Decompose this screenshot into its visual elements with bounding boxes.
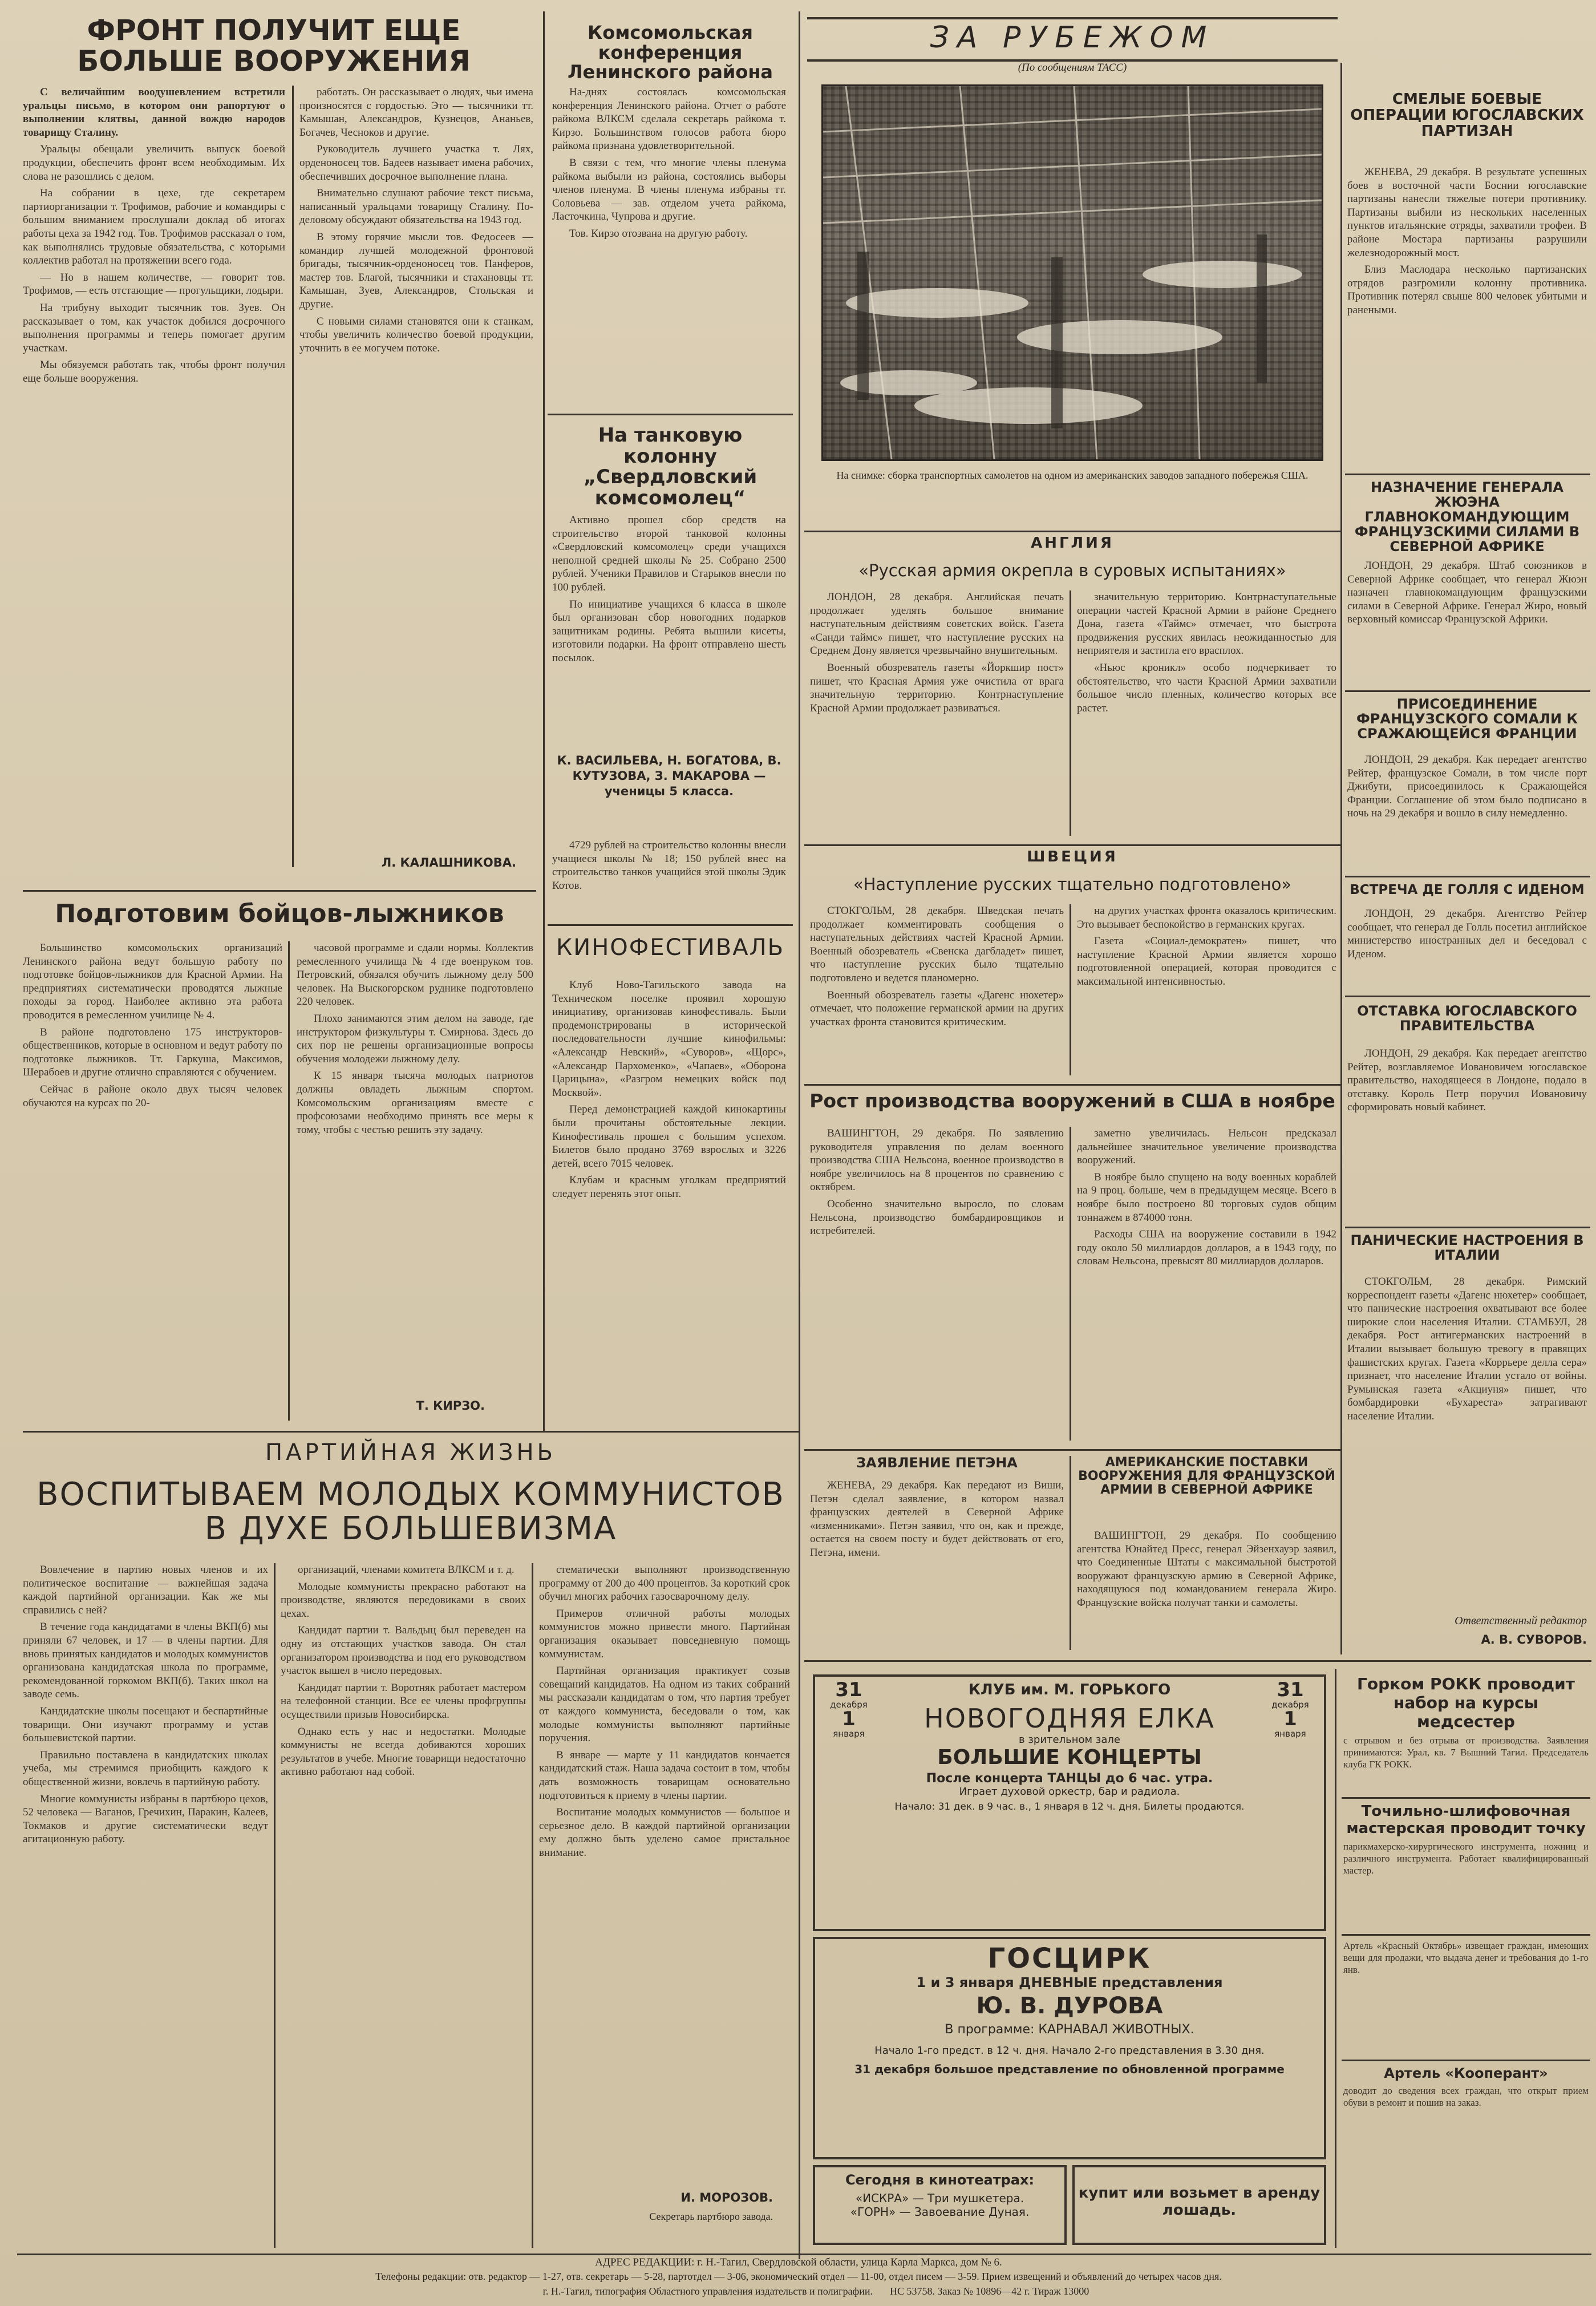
abroad-rubric: ЗА РУБЕЖОМ bbox=[930, 21, 1215, 55]
rokk-text: с отрывом и без отрыва от производства. Заявления принимаются: Урал, кв. 7 Вышний Тагил. Председатель клуба ГК РОКК. bbox=[1343, 1735, 1589, 1770]
cinema-2: «ГОРН» — Завоевание Дуная. bbox=[850, 2205, 1030, 2219]
front-paragraph: Руководитель лучшего участка т. Лях, орденоносец тов. Бадеев называет имена рабочих, обеспечивших досрочное выполнение плана. bbox=[299, 143, 533, 183]
yugo-gov-headline: ОТСТАВКА ЮГОСЛАВСКОГО ПРАВИТЕЛЬСТВА bbox=[1357, 1003, 1577, 1034]
dance-sub: Играет духовой оркестр, бар и радиола. bbox=[959, 1786, 1180, 1798]
gaulle-article bbox=[1347, 907, 1587, 993]
party-signature: И. МОРОЗОВ. bbox=[680, 2191, 773, 2204]
workshop-ad bbox=[1343, 1803, 1589, 1898]
front-paragraph: С новыми силами становятся они к станкам, чтобы увеличить количество боевой продукции, уточнить в ее могучем потоке. bbox=[299, 315, 533, 354]
circus-artist: Ю. В. ДУРОВА bbox=[976, 1993, 1163, 2019]
party-paragraph: В течение года кандидатами в члены ВКП(б) мы приняли 67 человек, и 17 — в члены партии. Для вновь принятых кандидатов и молодых коммунистов организована кандидатская школа по программе, рекомендованной горкомом ВКП(б). Таких школ на заводе семь. bbox=[23, 1621, 268, 1701]
usa-paragraph: ВАШИНГТОН, 29 декабря. По заявлению руководителя управления по делам военного производства США Нельсона, военное производство в ноябре увеличилось на 8 процентов по сравнению с октябрем. bbox=[810, 1127, 1064, 1194]
horse-ad bbox=[1072, 2165, 1326, 2245]
party-paragraph: Многие коммунисты избраны в партбюро цехов, 52 человека — Ваганов, Гречихин, Паракин, Калеев, Токмаков и другие систематически ведут агитационную работу. bbox=[23, 1793, 268, 1846]
party-paragraph: Молодые коммунисты прекрасно работают на производстве, являются передовиками в своих цехах. bbox=[281, 1580, 526, 1620]
factory-photo bbox=[821, 84, 1323, 461]
skiers-paragraph: В районе подготовлено 175 инструкторов-общественников, которые в основном и ведут работу по подготовке лыжников. Тт. Гаркуша, Максимов, Шерабоев и другие отлично справляются с обучением. bbox=[23, 1026, 282, 1079]
front-article-left bbox=[23, 86, 285, 867]
date-left-day: 31 bbox=[835, 1678, 862, 1701]
rokk-title: Горком РОКК проводит набор на курсы медсестер bbox=[1357, 1674, 1575, 1731]
england-article-left bbox=[810, 590, 1064, 836]
somali-text: ЛОНДОН, 29 декабря. Как передает агентство Рейтер, французское Сомали, в том числе порт Джибути, присоединилось к Сражающейся Франции. Соглашение об этом было подписано в ночь на 29 декабря и вошло в силу немедленно. bbox=[1347, 754, 1587, 820]
party-col-2 bbox=[281, 1563, 526, 2248]
supply-article bbox=[1077, 1529, 1336, 1650]
front-paragraph: Внимательно слушают рабочие текст письма, написанный уральцами товарищу Сталину. По-деловому обсуждают обязательства на 1943 год. bbox=[299, 187, 533, 226]
skiers-signature: Т. КИРЗО. bbox=[416, 1399, 485, 1413]
aircraft-assembly-image bbox=[823, 86, 1322, 459]
concerts: БОЛЬШИЕ КОНЦЕРТЫ bbox=[937, 1746, 1202, 1769]
italy-headline: ПАНИЧЕСКИЕ НАСТРОЕНИЯ В ИТАЛИИ bbox=[1350, 1232, 1584, 1263]
front-paragraph: Мы обязуемся работать так, чтобы фронт получил еще больше вооружения. bbox=[23, 359, 285, 385]
party-paragraph: Однако есть у нас и недостатки. Молодые коммунисты не всегда добиваются хороших результатов в учебе. Многие товарищи недостаточно активно работают над собой. bbox=[281, 1725, 526, 1778]
front-paragraph: Уральцы обещали увеличить выпуск боевой продукции, обеспечить фронт всем необходимым. Их слова не разошлись с делом. bbox=[23, 143, 285, 183]
sweden-paragraph: СТОКГОЛЬМ, 28 декабря. Шведская печать продолжает комментировать сообщения о наступательных действиях частей Красной Армии. Военный обозреватель «Свенска дагбладет» пишет, что наступление русских было тщательно подготовлено и ведется планомерно. bbox=[810, 905, 1064, 984]
usa-paragraph: заметно увеличилась. Нельсон предсказал дальнейшее значительное увеличение производства вооружений. bbox=[1077, 1127, 1336, 1167]
circus-ad bbox=[813, 1937, 1326, 2159]
usa-article-left bbox=[810, 1127, 1064, 1441]
party-paragraph: Вовлечение в партию новых членов и их политическое воспитание — важнейшая задача каждой партийной организации. Как же мы справились с ней? bbox=[23, 1564, 268, 1616]
somali-headline: ПРИСОЕДИНЕНИЕ ФРАНЦУЗСКОГО СОМАЛИ К СРАЖАЮЩЕЙСЯ ФРАНЦИИ bbox=[1356, 696, 1578, 742]
juin-text: ЛОНДОН, 29 декабря. Штаб союзников в Северной Африке сообщает, что генерал Жюэн назначен главнокомандующим французскими силами в Северной Африке. Генерал Жиро, новый верховный комиссар Французской Африки. bbox=[1347, 560, 1587, 626]
abroad-source: (По сообщениям ТАСС) bbox=[1018, 62, 1127, 74]
yugo-gov-article bbox=[1347, 1047, 1587, 1224]
date-left-month2: января bbox=[833, 1729, 865, 1739]
editor-label: Ответственный редактор bbox=[1455, 1615, 1587, 1627]
conference-paragraph: В связи с тем, что многие члены пленума райкома выбыли из района, состоялись выборы членов пленума. В члены пленума избраны тт. Соловьева — зав. отделом учета райкома, Ласточкина, Чупрова и другие. bbox=[552, 156, 786, 223]
front-article-right bbox=[299, 86, 533, 844]
circus-title: ГОСЦИРК bbox=[987, 1943, 1152, 1975]
date-left-month: декабря bbox=[830, 1699, 868, 1710]
party-col-1 bbox=[23, 1563, 268, 2248]
club-ad bbox=[813, 1674, 1326, 1931]
skiers-paragraph: Сейчас в районе около двух тысяч человек обучаются на курсах по 20- bbox=[23, 1083, 282, 1109]
rokk-ad bbox=[1343, 1674, 1589, 1789]
workshop-title: Точильно-шлифовочная мастерская проводит точку bbox=[1346, 1803, 1586, 1837]
conference-article bbox=[552, 86, 786, 405]
party-paragraph: Примеров отличной работы молодых коммунистов можно привести много. Партийная организация оказывает повседневную помощь коммунистам. bbox=[539, 1607, 790, 1660]
conference-paragraph: Тов. Кирзо отозвана на другую работу. bbox=[569, 227, 748, 240]
footer-print: г. Н.-Тагил, типография Областного управления издательств и полиграфии. bbox=[542, 2285, 873, 2297]
artel2-text: доводит до сведения всех граждан, что открыт прием обуви в ремонт и пошив на заказ. bbox=[1343, 2085, 1589, 2108]
circus-program: В программе: КАРНАВАЛ ЖИВОТНЫХ. bbox=[945, 2022, 1194, 2037]
kino-headline: КИНОФЕСТИВАЛЬ bbox=[556, 934, 785, 961]
tank-paragraph: По инициативе учащихся 6 класса в школе был организован сбор новогодних подарков защитникам родины. Ребята вышили кисеты, изготовили подарки. На фронт отправлено шесть посылок. bbox=[552, 598, 786, 664]
photo-caption: На снимке: сборка транспортных самолетов на одном из американских заводов западного побережья США. bbox=[836, 470, 1309, 481]
yugo-text: Близ Маслодара несколько партизанских отрядов разгромили колонну противника. Противник потерял свыше 800 человек убитыми и ранеными. bbox=[1347, 264, 1587, 316]
tree-sub: в зрительном зале bbox=[1019, 1734, 1120, 1746]
party-paragraph: Кандидат партии т. Воротняк работает мастером на телефонной станции. Все ее члены профгруппы осуществили призыв Новосибирска. bbox=[281, 1681, 526, 1721]
gaulle-text: ЛОНДОН, 29 декабря. Агентство Рейтер сообщает, что генерал де Голль посетил английское министерство иностранных дел и беседовал с Иденом. bbox=[1347, 908, 1587, 960]
party-paragraph: организаций, членами комитета ВЛКСМ и т. д. bbox=[298, 1564, 515, 1576]
dance: После концерта ТАНЦЫ до 6 час. утра. bbox=[926, 1771, 1213, 1786]
skiers-headline: Подготовим бойцов-лыжников bbox=[55, 899, 504, 928]
party-col-3 bbox=[539, 1563, 790, 2179]
artel-ad: Артель «Красный Октябрь» извещает граждан, имеющих вещи для продажи, что выдача денег и требования до 1-го янв. bbox=[1343, 1940, 1589, 1975]
circus-eve: 31 декабря большое представление по обновленной программе bbox=[854, 2062, 1285, 2076]
front-lead: С величайшим воодушевлением встретили уральцы письмо, в котором они рапортуют о выполнении клятвы, данной вождю народов товарищу Сталину. bbox=[23, 86, 285, 139]
circus-dates: 1 и 3 января ДНЕВНЫЕ представления bbox=[916, 1975, 1223, 1991]
tank-signature: К. ВАСИЛЬЕВА, Н. БОГАТОВА, В. КУТУЗОВА, З. МАКАРОВА — ученицы 5 класса. bbox=[557, 754, 781, 798]
footer-order: НС 53758. Заказ № 10896—42 г. Тираж 13000 bbox=[890, 2285, 1089, 2297]
date-left-day2: 1 bbox=[842, 1708, 856, 1731]
front-paragraph: — Но в нашем количестве, — говорит тов. Трофимов, — есть отстающие — прогульщики, лодыри. bbox=[23, 271, 285, 297]
skiers-paragraph: К 15 января тысяча молодых патриотов должны овладеть лыжным спортом. Комсомольским организациям вместе с профсоюзами необходимо принять все меры к тому, чтобы с честью решить эту задачу. bbox=[297, 1070, 533, 1136]
club-title: КЛУБ им. М. ГОРЬКОГО bbox=[968, 1681, 1171, 1698]
party-rubric: ПАРТИЙНАЯ ЖИЗНЬ bbox=[265, 1439, 556, 1466]
tank-paragraph: Активно прошел сбор средств на строительство второй танковой колонны «Свердловский комсомолец» среди учащихся неполной средней школы № 25. Собрано 2500 рублей. Ученики Правилов и Старыков внесли по 100 рублей. bbox=[552, 514, 786, 593]
kino-article bbox=[552, 978, 786, 1421]
somali-article bbox=[1347, 753, 1587, 873]
england-paragraph: ЛОНДОН, 28 декабря. Английская печать продолжает уделять большое внимание наступательным действиям советских войск. Газета «Санди таймс» пишет, что наступление русских на Среднем Дону является чрезвычайно внушительным. bbox=[810, 591, 1064, 657]
england-paragraph: значительную территорию. Контрнаступательные операции частей Красной Армии в районе Среднего Дона, газета «Таймс» отмечает, что быстрота продвижения русских явилась неожиданностью для неприятеля и застигла его врасплох. bbox=[1077, 591, 1336, 657]
date-right-month: декабря bbox=[1271, 1699, 1309, 1710]
petain-text: ЖЕНЕВА, 29 декабря. Как передают из Виши, Петэн сделал заявление, в котором назвал французских деятелей в Северной Африке «изменниками». Петэн заявил, что он, как и прежде, остается на своем посту и будет действовать от его, Петэна, имени. bbox=[810, 1479, 1064, 1559]
party-paragraph: В январе — марте у 11 кандидатов кончается кандидатский стаж. Наша задача состоит в том, чтобы дать возможность товарищам основательно подготовиться к приему в члены партии. bbox=[539, 1749, 790, 1802]
footer-address: АДРЕС РЕДАКЦИИ: г. Н.-Тагил, Свердловской области, улица Карла Маркса, дом № 6. bbox=[595, 2256, 1002, 2268]
artel2-title: Артель «Кооперант» bbox=[1384, 2065, 1548, 2081]
sweden-headline: «Наступление русских тщательно подготовлено» bbox=[853, 875, 1292, 894]
sweden-article-right bbox=[1077, 904, 1336, 1075]
juin-article bbox=[1347, 559, 1587, 690]
abroad-rubric-box bbox=[807, 17, 1338, 62]
party-paragraph: Кандидат партии т. Вальдыц был переведен на одну из отстающих участков завода. Он стал организатором производства и под его руководством участок вышел в число передовых. bbox=[281, 1624, 526, 1677]
skiers-paragraph: часовой программе и сдали нормы. Коллектив ремесленного училища № 4 где военруком тов. Петровский, обязался обучить лыжному делу 500 человек. На Выскогорском руднике подготовлено 220 человек. bbox=[297, 942, 533, 1008]
front-headline: ФРОНТ ПОЛУЧИТ ЕЩЕ БОЛЬШЕ ВООРУЖЕНИЯ bbox=[77, 14, 471, 78]
gaulle-headline: ВСТРЕЧА ДЕ ГОЛЛЯ С ИДЕНОМ bbox=[1350, 883, 1585, 897]
party-paragraph: Кандидатские школы посещают и беспартийные товарищи. Они изучают программу и устав большевистской партии. bbox=[23, 1705, 268, 1745]
yugo-gov-text: ЛОНДОН, 29 декабря. Как передает агентство Рейтер, возглавляемое Иовановичем югославское правительство, находящееся в Лондоне, подало в отставку. Король Петр поручил Иовановичу сформировать новый кабинет. bbox=[1347, 1047, 1587, 1114]
front-paragraph: В этому горячие мысли тов. Федосеев — командир лучшей молодежной фронтовой бригады, тысячник-орденоносец тов. Панферов, мастер тов. Благой, тысячники и стахановцы тт. Камышан, Зуев, Александров, Стольская и другие. bbox=[299, 230, 533, 310]
sweden-paragraph: на других участках фронта оказалось критическим. Это вызывает беспокойство в германских кругах. bbox=[1077, 905, 1336, 931]
skiers-left bbox=[23, 941, 282, 1421]
buy-horse: купит или возьмет в аренду лошадь. bbox=[1078, 2184, 1320, 2219]
petain-article bbox=[810, 1479, 1064, 1650]
yugo-article bbox=[1347, 165, 1587, 474]
front-paragraph: На собрании в цехе, где секретарем партиорганизации т. Трофимов, рабочие и командиры с большим вниманием прослушали доклад об итогах работы цеха за 1942 год. Тов. Трофимов рассказал о том, как выполнялись трудовые обязательства, с которыми коллектив работал на протяжении всего года. bbox=[23, 187, 285, 267]
tank-headline: На танковую колонну „Свердловский комсомолец“ bbox=[583, 424, 758, 510]
cinema-ad bbox=[813, 2165, 1067, 2245]
juin-headline: НАЗНАЧЕНИЕ ГЕНЕРАЛА ЖЮЭНА ГЛАВНОКОМАНДУЮЩИМ ФРАНЦУЗСКИМИ СИЛАМИ В СЕВЕРНОЙ АФРИКЕ bbox=[1354, 479, 1580, 555]
dance-start: Начало: 31 дек. в 9 час. в., 1 января в 12 ч. дня. Билеты продаются. bbox=[894, 1801, 1245, 1813]
tank-note-text: 4729 рублей на строительство колонны внесли учащиеся школы № 18; 150 рублей внес на строительство танков учащийся этой школы Эдик Котов. bbox=[552, 839, 786, 892]
front-paragraph: На трибуну выходит тысячник тов. Зуев. Он рассказывает о том, как участок добился досрочного выполнения программы и теперь помогает другим участкам. bbox=[23, 301, 285, 354]
tank-note bbox=[552, 839, 786, 901]
party-paragraph: стематически выполняют производственную программу от 200 до 400 процентов. За короткий срок обучил многих рабочих газосварочному делу. bbox=[539, 1564, 790, 1603]
cinema-title: Сегодня в кинотеатрах: bbox=[845, 2172, 1035, 2188]
party-signature-note: Секретарь партбюро завода. bbox=[649, 2211, 773, 2222]
yugo-text: ЖЕНЕВА, 29 декабря. В результате успешных боев в восточной части Боснии югославские партизаны нанесли тяжелые потери противнику. Партизаны выбили из нескольких населенных пунктов итальянские отряды, захватили трофеи. В районе Мостара партизаны разрушили железнодорожный мост. bbox=[1347, 166, 1587, 259]
usa-article-right bbox=[1077, 1127, 1336, 1441]
skiers-paragraph: Плохо занимаются этим делом на заводе, где инструктором физкультуры т. Смирнова. Здесь до сих пор не решены организационные вопросы обучения молодежи лыжному делу. bbox=[297, 1012, 533, 1065]
sweden-paragraph: Газета «Социал-демократен» пишет, что наступление Красной Армии является хорошо подготовленной операцией, которая проводится с максимальной интенсивностью. bbox=[1077, 935, 1336, 988]
england-paragraph: Военный обозреватель газеты «Йоркшир пост» пишет, что Красная Армия уже очистила от врага значительную территорию. Контрнаступление Красной Армии продолжает развиваться. bbox=[810, 661, 1064, 714]
italy-text: СТОКГОЛЬМ, 28 декабря. Римский корреспондент газеты «Дагенс нюхетер» сообщает, что панические настроения охватывают все более широкие слои населения Италии. СТАМБУЛ, 28 декабря. Рост антигерманских настроений в Италии вызывает большую тревогу в правящих фашистских кругах. Газета «Коррьере делла сера» признает, что население Италии устало от войны. Румынская газета «Акциуня» пишет, что бомбардировки «Бухареста» затрагивают население Италии. bbox=[1347, 1276, 1587, 1422]
supply-text: ВАШИНГТОН, 29 декабря. По сообщению агентства Юнайтед Пресс, генерал Эйзенхауэр заявил, что Соединенные Штаты с максимальной быстротой вооружают французскую армию в Северной Африке, находящуюся под командованием генерала Жиро. Французские войска получат танки и самолеты. bbox=[1077, 1530, 1336, 1609]
kino-paragraph: Клубам и красным уголкам предприятий следует перенять этот опыт. bbox=[552, 1174, 786, 1200]
usa-paragraph: Особенно значительно выросло, по словам Нельсона, производство бомбардировщиков и истребителей. bbox=[810, 1197, 1064, 1237]
party-headline: ВОСПИТЫВАЕМ МОЛОДЫХ КОММУНИСТОВ В ДУХЕ БОЛЬШЕВИЗМА bbox=[37, 1476, 785, 1548]
england-article-right bbox=[1077, 590, 1336, 836]
usa-paragraph: В ноябре было спущено на воду военных кораблей на 9 проц. больше, чем в предыдущем месяце. Всего в ноябре было построено 80 торговых судов общим тоннажем в 874000 тонн. bbox=[1077, 1171, 1336, 1224]
tank-article bbox=[552, 513, 786, 747]
sweden-paragraph: Военный обозреватель газеты «Дагенс нюхетер» отмечает, что положение германской армии на других участках фронта становится критическим. bbox=[810, 989, 1064, 1028]
usa-paragraph: Расходы США на вооружение составили в 1942 году около 50 миллиардов долларов, а в 1943 году, по словам Нельсона, превысят 80 миллиардов долларов. bbox=[1077, 1228, 1336, 1268]
skiers-paragraph: Большинство комсомольских организаций Ленинского района ведут большую работу по подготовке бойцов-лыжников для Красной Армии. На предприятиях систематически проводятся лыжные походы за город. Наиболее активно эта работа проводится в ремесленном училище № 4. bbox=[23, 942, 282, 1021]
party-paragraph: Воспитание молодых коммунистов — большое и серьезное дело. В каждой партийной организации ему должно быть уделено самое пристальное внимание. bbox=[539, 1806, 790, 1859]
yugo-headline: СМЕЛЫЕ БОЕВЫЕ ОПЕРАЦИИ ЮГОСЛАВСКИХ ПАРТИЗАН bbox=[1350, 91, 1584, 140]
footer-phones: Телефоны редакции: отв. редактор — 1-27, отв. секретарь — 5-28, партотдел — 3-06, экономический отдел — 11-00, отдел писем — 3-59. Прием извещений и объявлений до четырех часов дня. bbox=[375, 2271, 1222, 2282]
england-headline: «Русская армия окрепла в суровых испытаниях» bbox=[858, 561, 1286, 580]
italy-article bbox=[1347, 1275, 1587, 1612]
date-right-day: 31 bbox=[1277, 1678, 1304, 1701]
date-right-month2: января bbox=[1274, 1729, 1306, 1739]
workshop-text: парикмахерско-хирургического инструмента, ножниц и различного инструмента. Работает квалифицированный мастер. bbox=[1343, 1841, 1589, 1876]
skiers-right bbox=[297, 941, 533, 1386]
supply-headline: АМЕРИКАНСКИЕ ПОСТАВКИ ВООРУЖЕНИЯ ДЛЯ ФРАНЦУЗСКОЙ АРМИИ В СЕВЕРНОЙ АФРИКЕ bbox=[1078, 1455, 1335, 1497]
england-label: АНГЛИЯ bbox=[1031, 535, 1114, 552]
england-paragraph: «Ньюс кроникл» особо подчеркивает то обстоятельство, что части Красной Армии захватили большое число пленных, количество которых все растет. bbox=[1077, 661, 1336, 714]
cinema-1: «ИСКРА» — Три мушкетера. bbox=[855, 2191, 1024, 2205]
editor-name: А. В. СУВОРОВ. bbox=[1481, 1633, 1587, 1646]
new-year-tree: НОВОГОДНЯЯ ЕЛКА bbox=[924, 1703, 1215, 1734]
party-paragraph: Правильно поставлена в кандидатских школах учеба, мы стремимся приобщить каждого к общественной жизни, вовлечь в партийную работу. bbox=[23, 1749, 268, 1788]
sweden-label: ШВЕЦИЯ bbox=[1027, 848, 1118, 865]
petain-headline: ЗАЯВЛЕНИЕ ПЕТЭНА bbox=[856, 1455, 1018, 1471]
front-paragraph: работать. Он рассказывает о людях, чьи имена произносятся с гордостью. Это — тысячники тт. Камышан, Александров, Кузнецов, Ананьев, Богачев, Чесноков и другие. bbox=[299, 86, 533, 139]
date-left bbox=[823, 1680, 874, 1739]
artel2-ad bbox=[1343, 2065, 1589, 2193]
conference-headline: Комсомольская конференция Ленинского района bbox=[567, 22, 773, 83]
usa-headline: Рост производства вооружений в США в ноябре bbox=[809, 1090, 1335, 1112]
conference-paragraph: На-днях состоялась комсомольская конференция Ленинского района. Отчет о работе райкома ВЛКСМ сделала секретарь райкома т. Кирзо. Большинством голосов работа бюро райкома признана удовлетворительной. bbox=[552, 86, 786, 152]
circus-start: Начало 1-го предст. в 12 ч. дня. Начало 2-го представления в 3.30 дня. bbox=[874, 2045, 1265, 2057]
kino-paragraph: Перед демонстрацией каждой кинокартины были прочитаны обстоятельные лекции. Кинофестиваль прошел с большим успехом. Билетов было продано 3769 взрослых и 3226 детей, всего 7015 человек. bbox=[552, 1103, 786, 1170]
party-paragraph: Партийная организация практикует созыв совещаний кандидатов. На одном из таких собраний мы рассказали кандидатам о том, что партия требует от каждого коммуниста, беседовали о том, как молодые коммунисты выполняют партийные поручения. bbox=[539, 1665, 790, 1745]
sweden-article-left bbox=[810, 904, 1064, 1075]
date-right bbox=[1265, 1680, 1316, 1739]
date-right-day2: 1 bbox=[1283, 1708, 1297, 1731]
kino-paragraph: Клуб Ново-Тагильского завода на Техническом поселке проявил хорошую инициативу, организовав кинофестиваль. Были продемонстрированы в исторической последовательности лучшие кинофильмы: «Александр Невский», «Суворов», «Щорс», «Александр Пархоменко», «Чапаев», «Оборона Царицына», «Разгром немецких войск под Москвой». bbox=[552, 979, 786, 1099]
front-signature: Л. КАЛАШНИКОВА. bbox=[381, 856, 516, 869]
